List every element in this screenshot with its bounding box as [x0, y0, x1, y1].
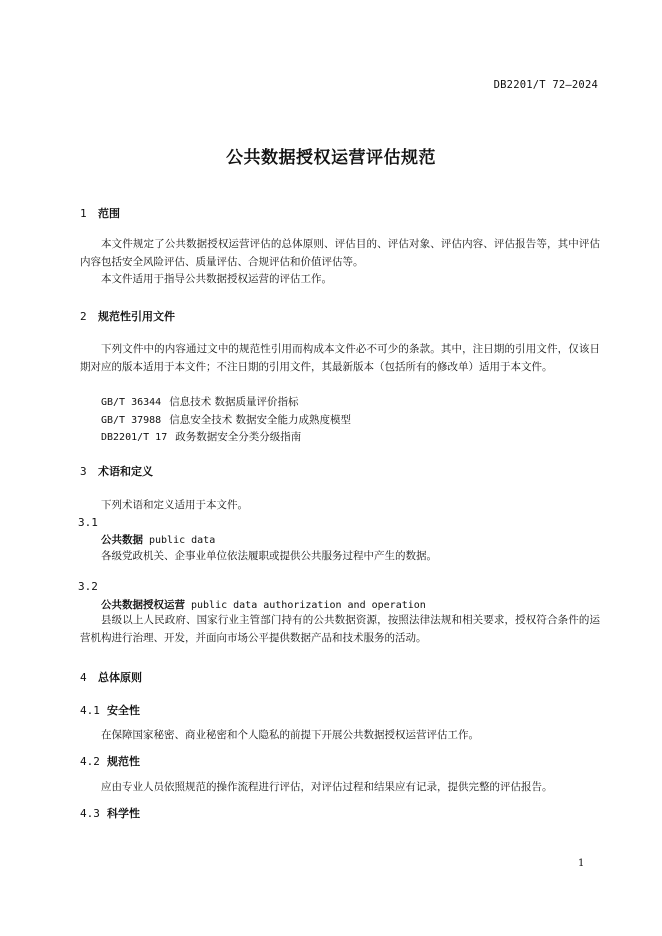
- subsection-title: 安全性: [107, 704, 140, 717]
- term-name-en: public data: [149, 535, 216, 546]
- term-number: 3.2: [78, 580, 98, 593]
- subsection-4-3-heading: [80, 805, 140, 821]
- section-title: 范围: [98, 207, 120, 220]
- section-4-heading: [80, 669, 142, 685]
- term-name-zh: 公共数据: [101, 534, 143, 546]
- term-name-zh: 公共数据授权运营: [101, 599, 185, 611]
- term-definition: 县级以上人民政府、国家行业主管部门持有的公共数据资源，按照法律法规和相关要求，授权符合条件的运营机构进行治理、开发，并面向市场公平提供数据产品和技术服务的活动。: [80, 614, 600, 644]
- subsection-4-2-heading: [80, 753, 140, 769]
- reference-item: [101, 412, 351, 427]
- reference-name: 信息技术 数据质量评价指标: [169, 396, 299, 408]
- reference-code: DB2201/T 17: [101, 432, 168, 443]
- term-number: 3.1: [78, 516, 98, 529]
- section-3-heading: [80, 463, 153, 479]
- reference-code: GB/T 36344: [101, 397, 162, 408]
- reference-code: GB/T 37988: [101, 415, 162, 426]
- paragraph: 在保障国家秘密、商业秘密和个人隐私的前提下开展公共数据授权运营评估工作。: [101, 729, 479, 741]
- section-number: 1: [80, 207, 87, 220]
- section-title: 术语和定义: [98, 465, 153, 478]
- subsection-number: 4.3: [80, 807, 100, 820]
- section-number: 4: [80, 671, 87, 684]
- subsection-title: 科学性: [107, 807, 140, 820]
- term-name-en: public data authorization and operation: [191, 600, 426, 611]
- subsection-number: 4.1: [80, 704, 100, 717]
- reference-item: [101, 394, 299, 409]
- reference-item: [101, 429, 301, 444]
- document-title: 公共数据授权运营评估规范: [226, 148, 436, 168]
- subsection-title: 规范性: [107, 755, 140, 768]
- section-number: 2: [80, 310, 87, 323]
- section-title: 总体原则: [98, 671, 142, 684]
- paragraph: 应由专业人员依照规范的操作流程进行评估，对评估过程和结果应有记录，提供完整的评估报告。: [101, 781, 553, 793]
- reference-name: 信息安全技术 数据安全能力成熟度模型: [169, 414, 352, 426]
- subsection-number: 4.2: [80, 755, 100, 768]
- reference-name: 政务数据安全分类分级指南: [175, 431, 302, 443]
- paragraph: 下列文件中的内容通过文中的规范性引用而构成本文件必不可少的条款。其中，注日期的引用文件，仅该日期对应的版本适用于本文件；不注日期的引用文件，其最新版本（包括所有的修改单）适用于本文件。: [80, 343, 600, 373]
- paragraph: 本文件适用于指导公共数据授权运营的评估工作。: [101, 273, 332, 285]
- document-id: DB2201/T 72—2024: [493, 79, 598, 91]
- section-title: 规范性引用文件: [98, 310, 175, 323]
- subsection-4-1-heading: [80, 702, 140, 718]
- paragraph: 下列术语和定义适用于本文件。: [101, 499, 248, 511]
- section-2-heading: [80, 308, 175, 324]
- section-1-heading: [80, 205, 120, 221]
- term-definition: 各级党政机关、企事业单位依法履职或提供公共服务过程中产生的数据。: [101, 550, 437, 562]
- term-name: [101, 532, 215, 547]
- term-name: [101, 597, 426, 612]
- paragraph: 本文件规定了公共数据授权运营评估的总体原则、评估目的、评估对象、评估内容、评估报告等，其中评估内容包括安全风险评估、质量评估、合规评估和价值评估等。: [80, 238, 600, 268]
- page-number: 1: [578, 858, 585, 869]
- section-number: 3: [80, 465, 87, 478]
